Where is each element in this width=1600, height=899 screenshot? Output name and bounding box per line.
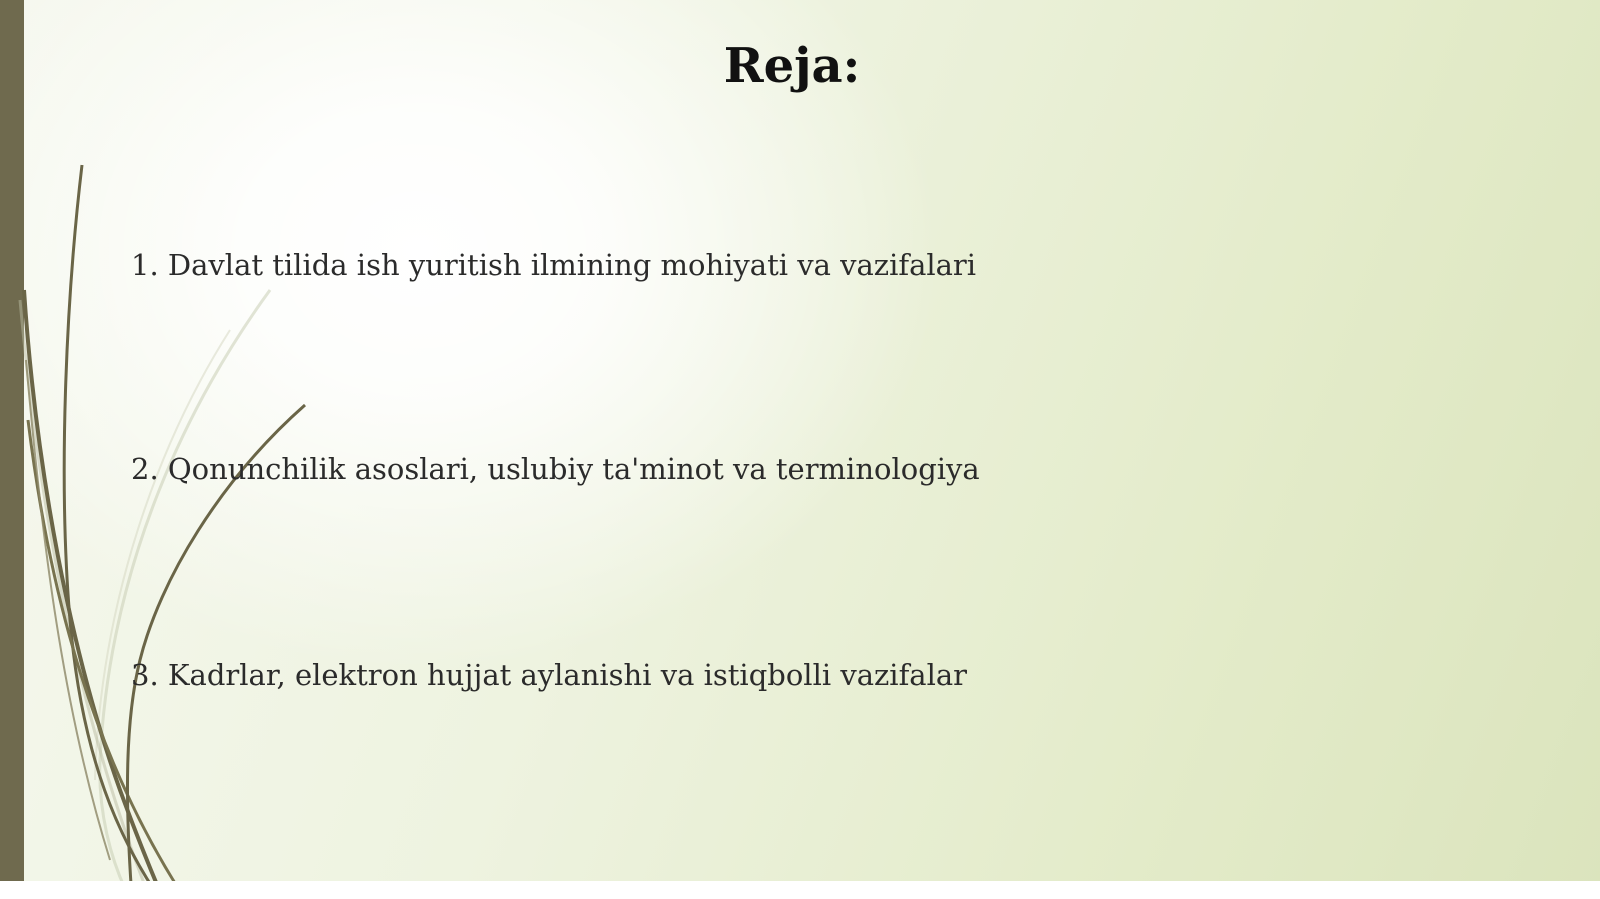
slide-title-text: Reja: <box>723 38 861 94</box>
plan-item-2: 2. Qonunchilik asoslari, uslubiy ta'minot va terminologiya <box>131 452 980 486</box>
grass-decoration <box>0 0 420 899</box>
slide-title <box>0 38 1600 94</box>
plan-item-3: 3. Kadrlar, elektron hujjat aylanishi va istiqbolli vazifalar <box>131 658 968 692</box>
plan-item-1: 1. Davlat tilida ish yuritish ilmining mohiyati va vazifalari <box>131 248 977 282</box>
bottom-strip <box>0 881 1600 899</box>
